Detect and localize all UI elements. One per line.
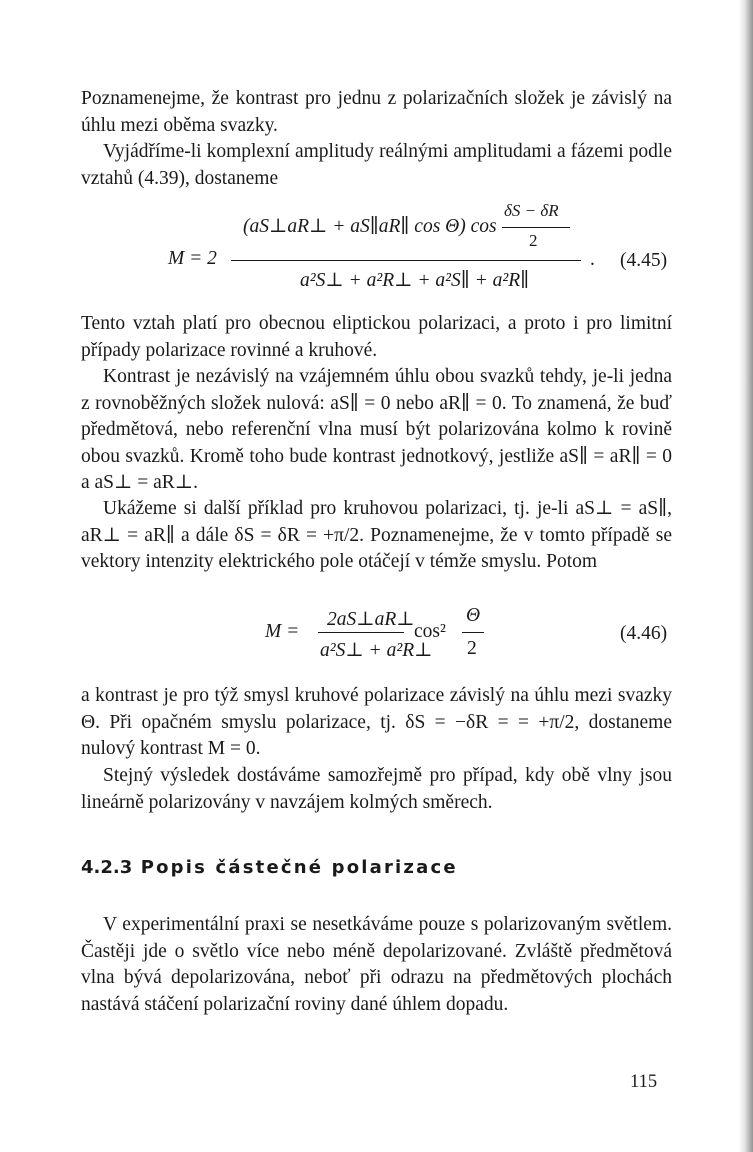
eq445-period: .	[590, 249, 595, 270]
eq445-cos-arg-top: δS − δR	[504, 201, 559, 220]
eq446-cos2: cos²	[414, 621, 446, 642]
eq445-cos-arg-bottom: 2	[529, 231, 538, 250]
paragraph-3: Tento vztah platí pro obecnou eliptickou polarizaci, a proto i pro limitní případy polarizace rovinné a kruhové.	[81, 313, 672, 361]
eq445-denominator: a²S⊥ + a²R⊥ + a²S∥ + a²R∥	[300, 270, 530, 291]
eq446-lhs: M =	[265, 621, 300, 642]
paragraph-4: Kontrast je nezávislý na vzájemném úhlu obou svazků tehdy, je-li jedna z rovnoběžných složek nulová: aS∥ = 0 nebo aR∥ = 0. To znamená, že buď předmětová, nebo referenční vlna musí být polarizována kolmo k rovině obou svazků. Kromě toho bude kontrast jednotkový, jestliže aS∥ = aR∥ = 0 a aS⊥ = aR⊥.	[81, 366, 672, 493]
eq445-fraction-line	[231, 260, 581, 261]
eq446-denominator: a²S⊥ + a²R⊥	[320, 640, 433, 661]
eq446-number: (4.46)	[620, 623, 668, 644]
paragraph-7: Stejný výsledek dostáváme samozřejmě pro případ, kdy obě vlny jsou lineárně polarizovány v navzájem kolmých směrech.	[81, 765, 672, 813]
paragraph-6: a kontrast je pro týž smysl kruhové polarizace závislý na úhlu mezi svazky Θ. Při opačném smyslu polarizace, tj. δS = −δR = = +π/2, dostaneme nulový kontrast M = 0.	[81, 685, 672, 759]
eq446-numerator: 2aS⊥aR⊥	[327, 609, 415, 630]
page-number: 115	[630, 1072, 658, 1092]
eq445-cos-fraction-line	[502, 227, 570, 228]
paragraph-8: V experimentální praxi se nesetkáváme pouze s polarizovaným světlem. Častěji jde o světlo více nebo méně depolarizované. Zvláště předmětová vlna bývá depolarizována, neboť při odrazu na předmětových plochách nastává stáčení polarizační roviny dané úhlem dopadu.	[81, 914, 672, 1015]
section-title: Popis částečné polarizace	[140, 857, 458, 878]
section-number: 4.2.3	[81, 857, 133, 878]
eq445-numerator: (aS⊥aR⊥ + aS∥aR∥ cos Θ) cos	[243, 216, 497, 237]
page-edge-shadow	[739, 0, 753, 1152]
eq446-theta-top: Θ	[466, 605, 481, 626]
eq445-number: (4.45)	[620, 250, 668, 271]
paragraph-5: Ukážeme si další příklad pro kruhovou polarizaci, tj. je-li aS⊥ = aS∥, aR⊥ = aR∥ a dále δS = δR = +π/2. Poznamenejme, že v tomto případě se vektory intenzity elektrického pole otáčejí v témže smyslu. Potom	[81, 498, 672, 572]
section-heading	[81, 857, 458, 878]
paragraph-2: Vyjádříme-li komplexní amplitudy reálnými amplitudami a fázemi podle vztahů (4.39), dostaneme	[81, 141, 672, 189]
eq446-theta-bottom: 2	[467, 638, 477, 659]
eq446-theta-fraction-line	[462, 632, 484, 633]
paragraph-1: Poznamenejme, že kontrast pro jednu z polarizačních složek je závislý na úhlu mezi oběma svazky.	[81, 88, 672, 136]
eq446-fraction-line	[318, 632, 404, 633]
eq445-lhs: M = 2	[168, 248, 217, 269]
